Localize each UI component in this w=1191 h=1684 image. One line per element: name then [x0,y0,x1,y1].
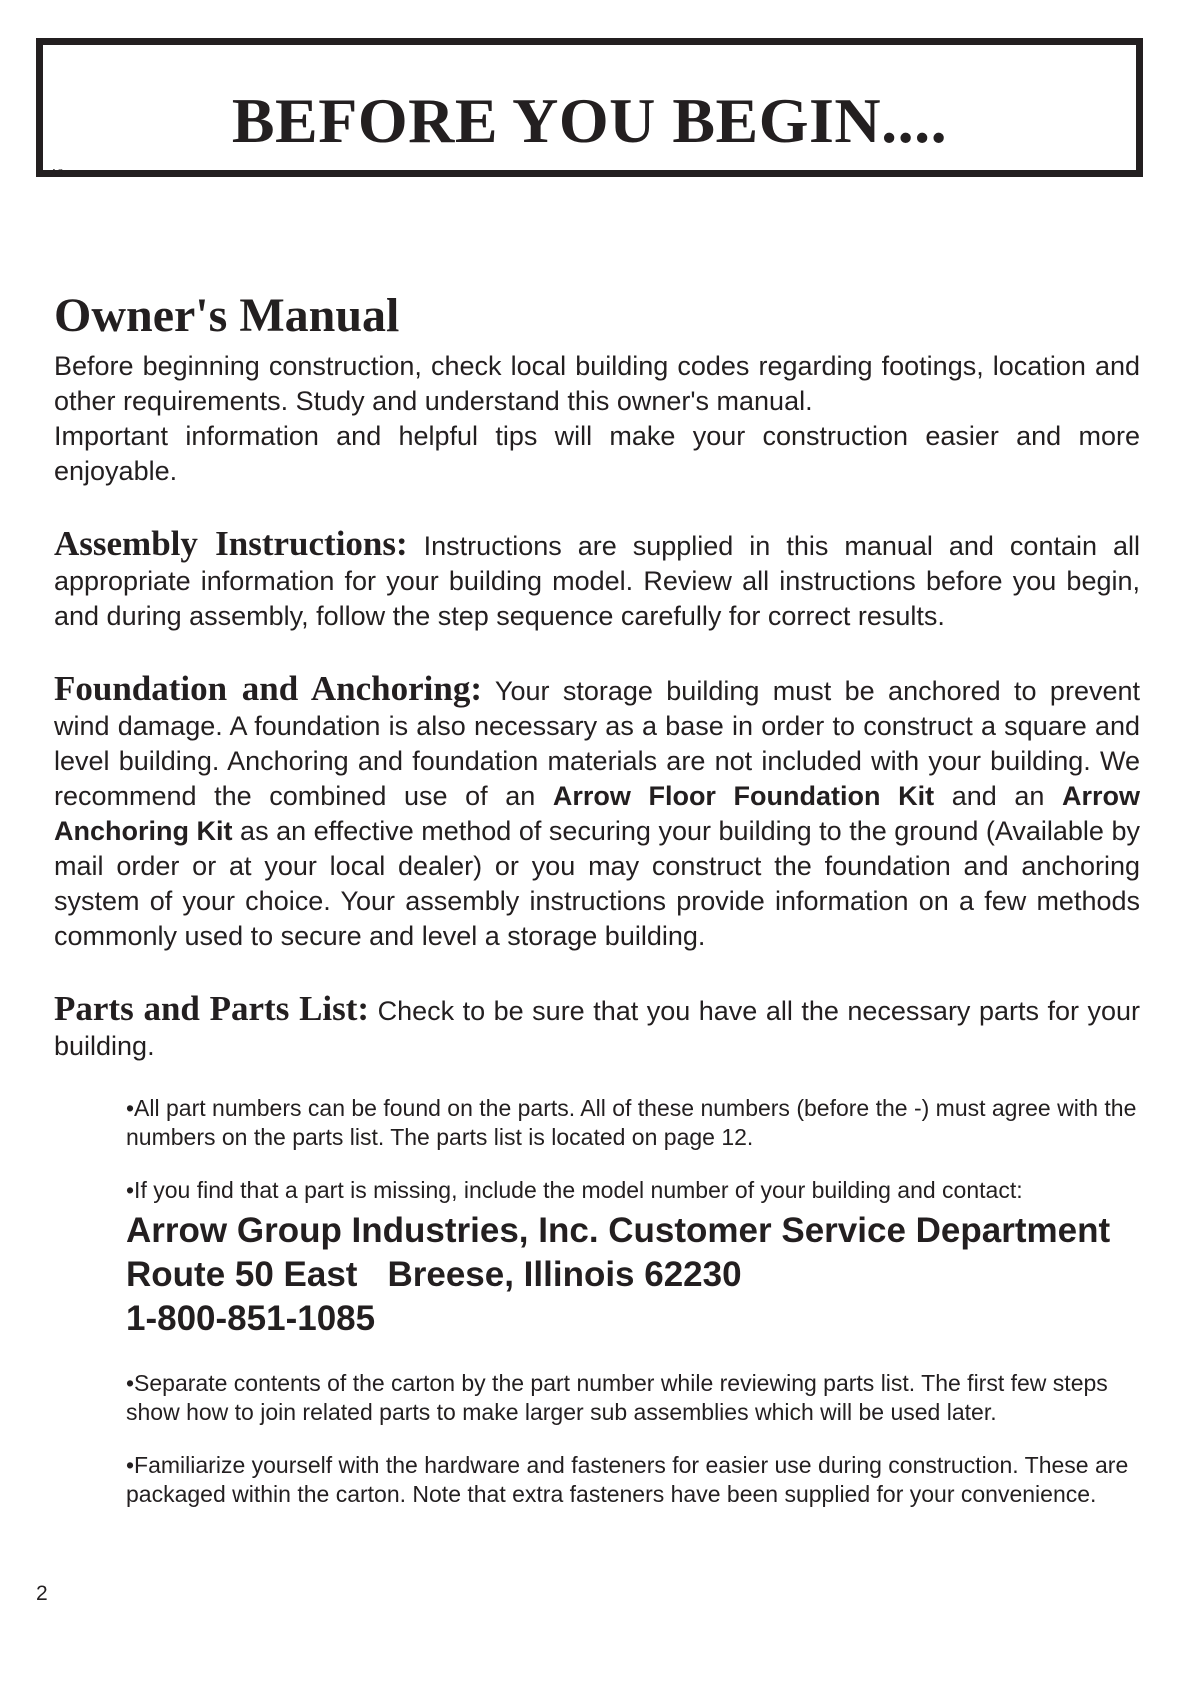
assembly-instructions-text: Instructions are supplied in this manual and contain all appropriate information for your building model. Review all instructions before you begin, and during assembly, follow the step sequence carefully for correct results. [54,530,1140,631]
foundation-text-2: and an [934,780,1062,811]
assembly-instructions-paragraph [54,523,1140,634]
parts-heading: Parts and Parts List: [54,988,370,1028]
parts-paragraph [54,988,1141,1064]
contact-street: Route 50 East [126,1254,358,1294]
bullet-missing-part: •If you find that a part is missing, include the model number of your building and contact: [126,1176,1023,1203]
foundation-text-3: as an effective method of securing your building to the ground (Available by mail order or at your local dealer) or you may construct the foundation and anchoring system of your choice. Your assembly instructions provide information on a few methods commonly used to secure and level a storage building. [54,815,1140,951]
header-box [36,38,1143,177]
contact-block [126,1209,1140,1341]
page-code: A2 [50,167,64,179]
page-title: BEFORE YOU BEGIN.... [231,85,948,156]
foundation-paragraph [54,668,1140,954]
foundation-heading: Foundation and Anchoring: [54,668,483,708]
main-content [54,290,1140,1509]
owners-manual-paragraph-1: Before beginning construction, check local building codes regarding footings, location and other requirements. Study and understand this owner's manual. [54,350,1140,416]
contact-phone: 1-800-851-1085 [126,1298,376,1338]
bullet-hardware: •Familiarize yourself with the hardware and fasteners for easier use during construction. These are packaged within the carton. Note that extra fasteners have been supplied for your convenience. [126,1451,1129,1507]
contact-company: Arrow Group Industries, Inc. Customer Service Department [126,1210,1111,1250]
foundation-text-1: Your storage building must be anchored to prevent wind damage. A foundation is also necessary as a base in order to construct a square and level building. Anchoring and foundation materials are not included with your building. We recommend the combined use of an [54,675,1140,811]
parts-text: Check to be sure that you have all the necessary parts for your building. [54,995,1141,1061]
owners-manual-heading: Owner's Manual [54,289,400,342]
contact-address [126,1253,1140,1297]
assembly-instructions-heading: Assembly Instructions: [54,523,408,563]
floor-kit-name: Arrow Floor Foundation Kit [552,780,935,811]
page-number: 2 [36,1582,48,1605]
parts-bullets [126,1094,1140,1509]
bullet-part-numbers: •All part numbers can be found on the parts. All of these numbers (before the -) must agree with the numbers on the parts list. The parts list is located on page 12. [126,1094,1137,1150]
owners-manual-paragraph-2: Important information and helpful tips will make your construction easier and more enjoyable. [54,420,1140,486]
anchoring-kit-name: Arrow Anchoring Kit [54,780,1140,846]
contact-city: Breese, Illinois 62230 [387,1254,742,1294]
bullet-separate-contents: •Separate contents of the carton by the part number while reviewing parts list. The first few steps show how to join related parts to make larger sub assemblies which will be used later. [126,1369,1108,1425]
